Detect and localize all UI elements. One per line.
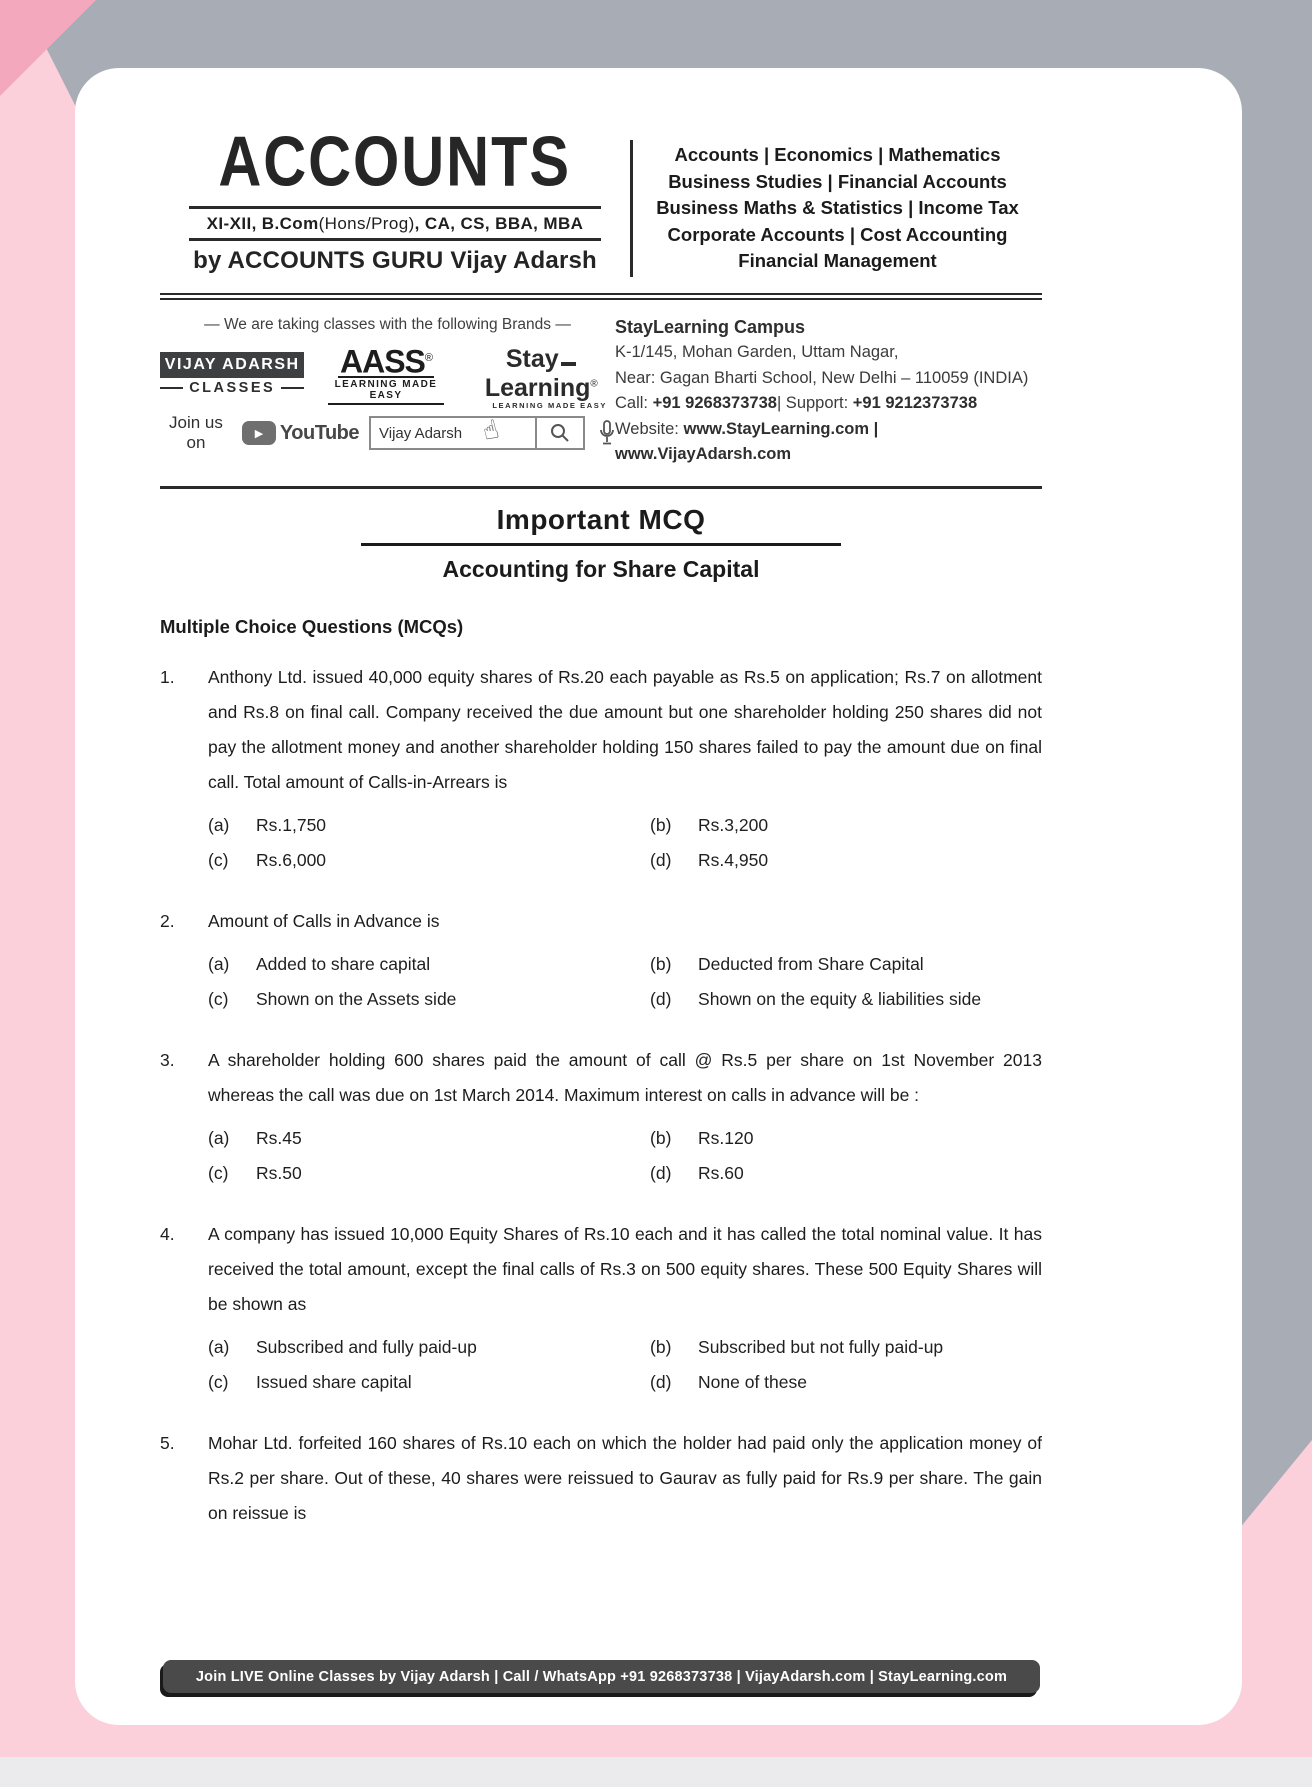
option-text: Shown on the equity & liabilities side (698, 988, 982, 1009)
option-text: Rs.3,200 (698, 814, 769, 835)
subject-line: Accounts | Economics | Mathematics (674, 144, 1001, 166)
header (160, 122, 1042, 277)
underscore-mark (561, 362, 576, 366)
option-text: Rs.4,950 (698, 849, 769, 870)
option (208, 947, 650, 982)
question-number: 5. (160, 1432, 175, 1453)
question-body (208, 904, 1042, 1017)
call-label: Call: (615, 394, 653, 412)
option-text: Rs.60 (698, 1162, 744, 1183)
call-number: +91 9268373738 (652, 394, 777, 412)
footer-text: Join LIVE Online Classes by Vijay Adarsh | Call / WhatsApp +91 9268373738 | VijayAdarsh.com | StayLearning.com (195, 1668, 1008, 1685)
address-line-2: Near: Gagan Bharti School, New Delhi – 110059 (INDIA) (615, 368, 1029, 387)
option-text: Rs.6,000 (256, 849, 327, 870)
divider (281, 387, 304, 389)
option (650, 843, 1042, 878)
option (208, 1330, 650, 1365)
search-icon (549, 422, 571, 444)
option (650, 982, 1042, 1017)
option (208, 843, 650, 878)
search-input[interactable] (371, 418, 535, 448)
brand-block (160, 122, 630, 277)
question-item (160, 1043, 1042, 1191)
classes-label: CLASSES (189, 380, 276, 396)
double-divider (160, 293, 1042, 300)
option-grid (208, 1121, 1042, 1191)
option (650, 1365, 1042, 1400)
option-label: (a) (208, 1336, 230, 1357)
subject-line: Business Maths & Statistics | Income Tax (656, 197, 1019, 219)
option-text: None of these (698, 1371, 807, 1392)
question-text: Amount of Calls in Advance is (208, 910, 440, 931)
courses-bold-2: , CA, CS, BBA, MBA (414, 214, 584, 233)
subject-line: Corporate Accounts | Cost Accounting (667, 223, 1008, 245)
website-label: Website: (615, 419, 684, 438)
courses-bold-1: XI-XII, B.Com (206, 214, 319, 233)
youtube-play-icon: ▶ (242, 421, 276, 445)
address-line-1: K-1/145, Mohan Garden, Uttam Nagar, (615, 343, 899, 361)
youtube-row (160, 413, 615, 452)
phone-line (615, 391, 1042, 417)
list-heading: Multiple Choice Questions (MCQs) (160, 615, 464, 637)
aass-tagline: LEARNING MADE EASY (328, 378, 443, 405)
question-text: Mohar Ltd. forfeited 160 shares of Rs.10 each on which the holder had paid only the application money of Rs.2 per share. Out of these, 40 shares were reissued to Gaurav as fully paid for Rs.9 per share. The gain on reissue is (208, 1432, 1042, 1523)
option-text: Issued share capital (256, 1371, 412, 1392)
option-text: Rs.1,750 (256, 814, 327, 835)
question-number: 3. (160, 1049, 175, 1070)
option-text: Deducted from Share Capital (698, 953, 924, 974)
option (650, 947, 1042, 982)
youtube-search-box[interactable] (369, 416, 585, 450)
aass-name: AASS (339, 343, 425, 380)
option-grid (208, 808, 1042, 878)
option-text: Shown on the Assets side (256, 988, 457, 1009)
option (650, 808, 1042, 843)
option-label: (d) (650, 1162, 672, 1183)
section-divider (160, 486, 1042, 489)
option-grid (208, 1330, 1042, 1400)
option-label: (b) (650, 814, 672, 835)
option-text: Rs.45 (256, 1127, 302, 1148)
byline-name: Vijay Adarsh (450, 247, 597, 274)
question-body (208, 1043, 1042, 1191)
option (208, 1365, 650, 1400)
campus-name: StayLearning Campus (615, 317, 806, 337)
question-text: A company has issued 10,000 Equity Shares of Rs.10 each and it has called the total nominal value. It has received the total amount, except the final calls of Rs.3 on 500 equity shares. These 500 Equity Shares will be shown as (208, 1223, 1042, 1314)
page-title: Important MCQ (496, 503, 706, 535)
option (650, 1121, 1042, 1156)
option (208, 1121, 650, 1156)
option (650, 1156, 1042, 1191)
question-number: 4. (160, 1223, 175, 1244)
registered-mark-icon: ® (424, 351, 432, 364)
divider (160, 387, 183, 389)
divider (189, 238, 601, 241)
contact-block (615, 314, 1042, 468)
option-label: (b) (650, 1127, 672, 1148)
subheader (160, 314, 1042, 468)
document-card (75, 68, 1242, 1725)
question-text: A shareholder holding 600 shares paid the amount of call @ Rs.5 per share on 1st November 2013 whereas the call was due on 1st March 2014. Maximum interest on calls in advance will be : (208, 1049, 1042, 1105)
question-item (160, 660, 1042, 878)
option-label: (a) (208, 1127, 230, 1148)
brands-tagline: — We are taking classes with the following Brands — (204, 316, 571, 333)
question-number: 1. (160, 666, 175, 687)
question-body (208, 660, 1042, 878)
courses-line (160, 211, 630, 236)
aass-logo (328, 343, 443, 406)
option-label: (c) (208, 849, 229, 870)
subject-line: Business Studies | Financial Accounts (668, 170, 1007, 192)
stay-learning-tagline: LEARNING MADE EASY (492, 401, 607, 410)
microphone-button[interactable] (599, 420, 615, 447)
support-label: | Support: (776, 394, 853, 412)
youtube-wordmark: YouTube (279, 421, 359, 444)
option-label: (b) (650, 1336, 672, 1357)
learning-word: Learning (484, 374, 591, 402)
join-us-label: Join us on (169, 413, 223, 452)
subject-list (630, 140, 1042, 277)
option (208, 1156, 650, 1191)
question-text: Anthony Ltd. issued 40,000 equity shares of Rs.20 each payable as Rs.5 on application; Rs.7 on allotment and Rs.8 on final call. Company received the due amount but one shareholder holding 250 shares did not pay the allotment money and another shareholder holding 150 shares failed to pay the amount due on final call. Total amount of Calls-in-Arrears is (208, 666, 1042, 792)
footer-bar (163, 1660, 1040, 1693)
option-text: Subscribed and fully paid-up (256, 1336, 477, 1357)
option-text: Added to share capital (256, 953, 431, 974)
vijay-adarsh-classes-row (160, 380, 304, 396)
chapter-title: Accounting for Share Capital (442, 555, 760, 582)
vijay-adarsh-classes-logo (160, 352, 304, 396)
option-label: (d) (650, 1371, 672, 1392)
option-text: Rs.50 (256, 1162, 302, 1183)
option-text: Subscribed but not fully paid-up (698, 1336, 944, 1357)
option (650, 1330, 1042, 1365)
courses-regular: (Hons/Prog) (318, 214, 415, 233)
vijay-adarsh-logo-text: VIJAY ADARSH (160, 352, 304, 378)
question-item (160, 1217, 1042, 1400)
subject-line: Financial Management (738, 250, 937, 272)
title-underline (361, 543, 841, 546)
registered-mark-icon: ® (590, 378, 598, 390)
option-label: (c) (208, 988, 229, 1009)
support-number: +91 9212373738 (852, 394, 978, 412)
aass-logo-text (338, 343, 434, 379)
option-label: (a) (208, 814, 230, 835)
option-label: (c) (208, 1371, 229, 1392)
question-body (208, 1217, 1042, 1400)
website-line (615, 417, 1042, 468)
microphone-icon (599, 420, 615, 447)
option-text: Rs.120 (698, 1127, 754, 1148)
option-label: (d) (650, 849, 672, 870)
byline-brand: ACCOUNTS GURU (227, 247, 444, 274)
brands-block (160, 314, 615, 468)
question-list (160, 660, 1042, 1531)
question-item (160, 1426, 1042, 1531)
divider (189, 206, 601, 209)
option-label: (a) (208, 953, 230, 974)
website-urls: www.StayLearning.com | www.VijayAdarsh.com (615, 419, 879, 463)
option-label: (d) (650, 988, 672, 1009)
brand-logos (160, 343, 615, 410)
question-body (208, 1426, 1042, 1531)
option-label: (b) (650, 953, 672, 974)
question-item (160, 904, 1042, 1017)
question-number: 2. (160, 910, 175, 931)
pink-left-band (0, 0, 80, 1757)
byline-prefix: by (193, 247, 222, 274)
click-hand-icon: ☝ (479, 414, 503, 448)
brand-title: ACCOUNTS (218, 122, 572, 202)
stay-word: Stay (505, 345, 559, 373)
option-grid (208, 947, 1042, 1017)
youtube-logo[interactable] (242, 421, 359, 445)
byline (160, 245, 630, 277)
search-button[interactable] (535, 418, 583, 448)
option (208, 808, 650, 843)
stay-learning-logo (468, 345, 615, 410)
bottom-strip (0, 1757, 1312, 1787)
option-label: (c) (208, 1162, 229, 1183)
option (208, 982, 650, 1017)
